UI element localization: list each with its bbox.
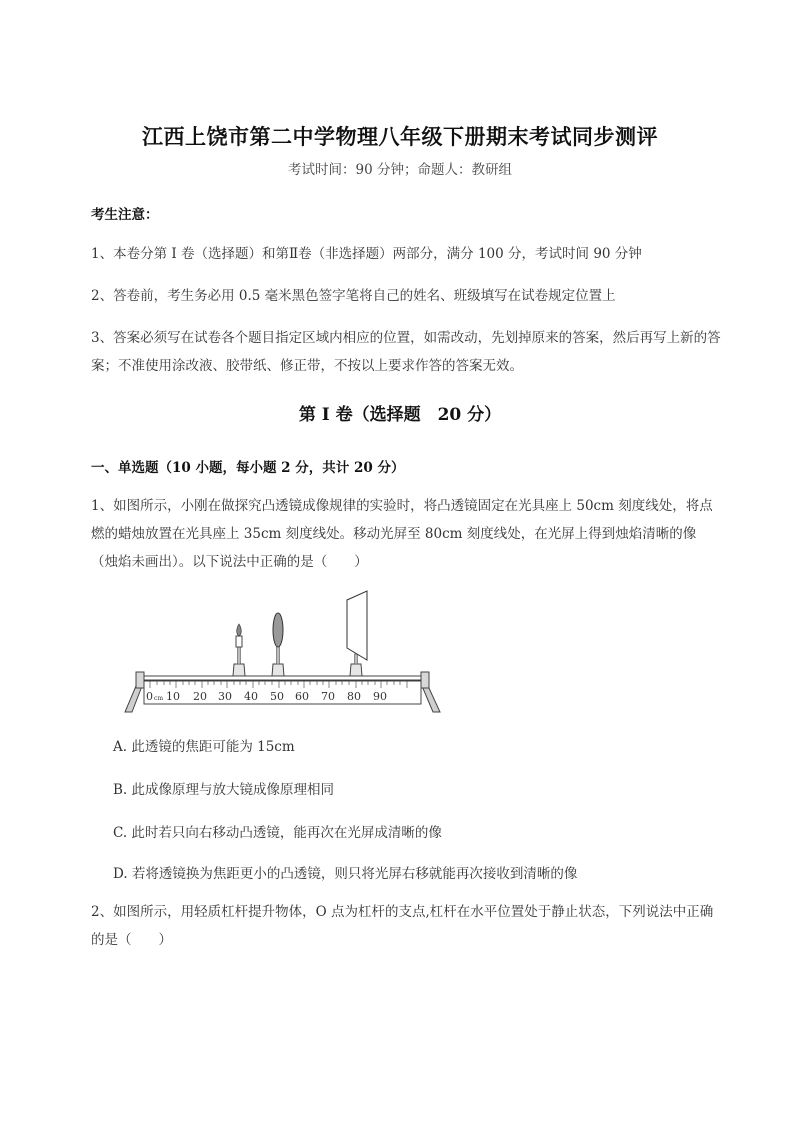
- section-title: 第 I 卷（选择题 20 分）: [298, 405, 502, 425]
- question-2-stem: 2、如图所示，用轻质杠杆提升物体，O 点为杠杆的支点,杠杆在水平位置处于静止状态，下列说法中正确的是（ ）: [91, 904, 714, 948]
- question-1-option-d[interactable]: D. 若将透镜换为焦距更小的凸透镜，则只将光屏右移就能再次接收到清晰的像: [113, 866, 578, 882]
- optical-bench-diagram: [122, 588, 452, 716]
- question-1-option-c[interactable]: C. 此时若只向右移动凸透镜，能再次在光屏成清晰的像: [113, 825, 442, 841]
- optical-bench-figure: [122, 588, 452, 716]
- svg-text:40: 40: [244, 690, 258, 703]
- svg-text:30: 30: [218, 690, 232, 703]
- notice-item-1: 1、本卷分第 I 卷（选择题）和第Ⅱ卷（非选择题）两部分，满分 100 分，考试时间 90 分钟: [91, 246, 642, 262]
- svg-text:60: 60: [295, 690, 309, 703]
- ruler-label-0: 0: [146, 690, 153, 703]
- notice-heading: 考生注意：: [91, 207, 159, 223]
- screen-holder: [347, 591, 367, 676]
- svg-text:90: 90: [373, 690, 387, 703]
- notice-item-3: 3、答案必须写在试卷各个题目指定区域内相应的位置，如需改动，先划掉原来的答案，然后再写上新的答案；不准使用涂改液、胶带纸、修正带，不按以上要求作答的答案无效。: [91, 330, 721, 374]
- candle-holder: [233, 624, 245, 676]
- exam-title: 江西上饶市第二中学物理八年级下册期末考试同步测评: [142, 124, 658, 149]
- svg-text:80: 80: [347, 690, 361, 703]
- svg-text:70: 70: [321, 690, 335, 703]
- svg-text:10: 10: [166, 690, 180, 703]
- svg-text:cm: cm: [154, 695, 164, 702]
- notice-item-2: 2、答卷前，考生务必用 0.5 毫米黑色签字笔将自己的姓名、班级填写在试卷规定位置上: [91, 288, 616, 304]
- lens-holder: [272, 613, 284, 676]
- svg-text:20: 20: [193, 690, 207, 703]
- question-1-stem: 1、如图所示，小刚在做探究凸透镜成像规律的实验时，将凸透镜固定在光具座上 50cm 刻度线处，将点燃的蜡烛放置在光具座上 35cm 刻度线处。移动光屏至 80cm 刻度线处，在光屏上得到烛焰清晰的像（烛焰未画出）。以下说法中正确的是（ ）: [91, 498, 713, 570]
- svg-text:50: 50: [270, 690, 284, 703]
- part-heading: 一、单选题（10 小题，每小题 2 分，共计 20 分）: [91, 460, 405, 476]
- exam-subtitle: 考试时间：90 分钟；命题人：教研组: [288, 162, 512, 178]
- question-1-option-b[interactable]: B. 此成像原理与放大镜成像原理相同: [113, 782, 335, 798]
- question-1-option-a[interactable]: A. 此透镜的焦距可能为 15cm: [113, 739, 295, 755]
